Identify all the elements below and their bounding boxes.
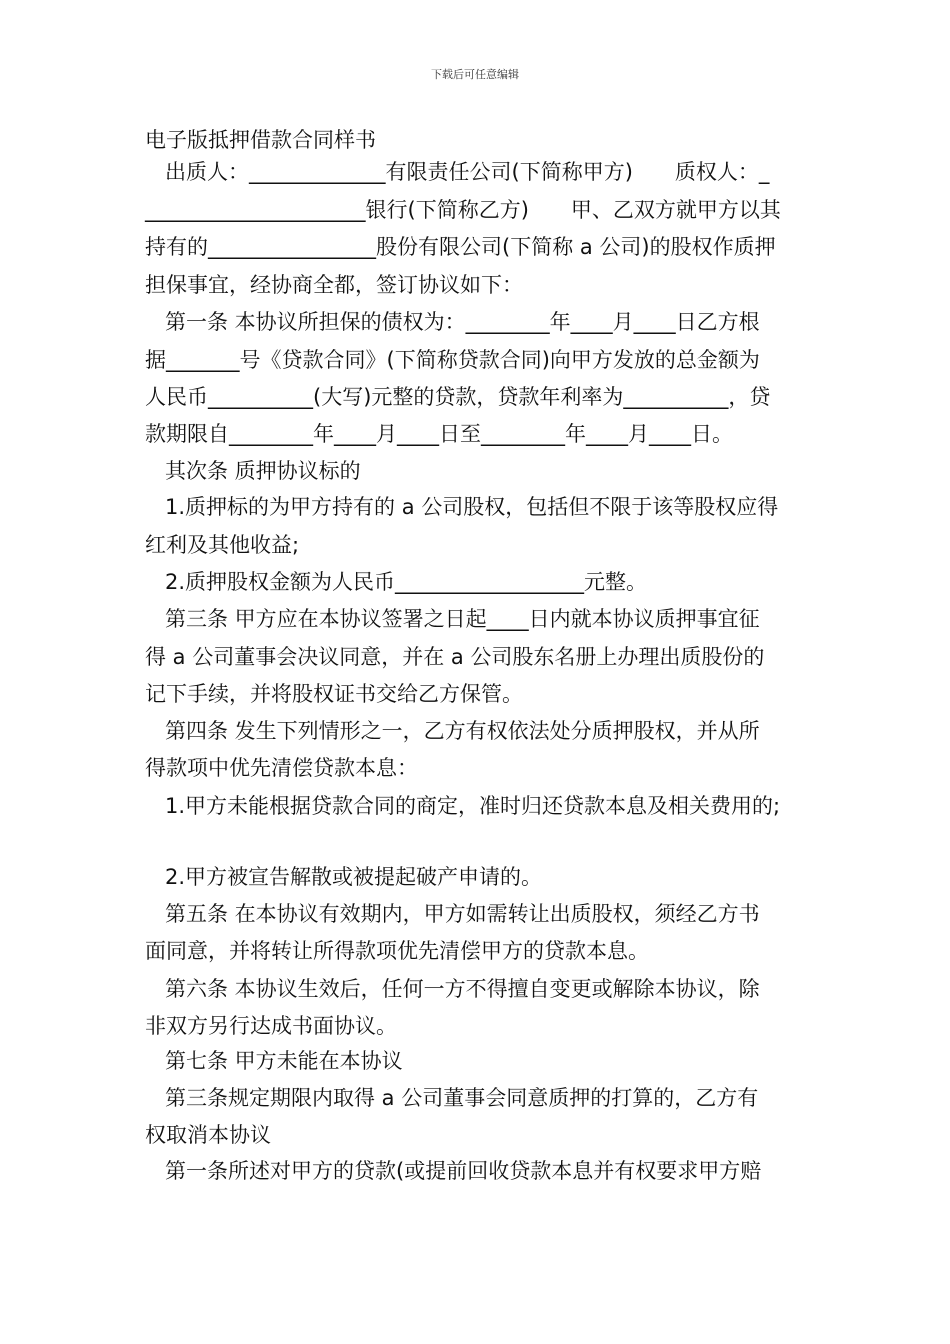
text-line: 第三条规定期限内取得 a 公司董事会同意质押的打算的，乙方有 bbox=[165, 1086, 759, 1110]
text-line: 出质人：_____________有限责任公司(下简称甲方) 质权人：_ bbox=[165, 160, 770, 184]
text-line: 2.质押股权金额为人民币__________________元整。 bbox=[165, 570, 648, 594]
text-line: 持有的________________股份有限公司(下简称 a 公司)的股权作质押 bbox=[145, 235, 776, 259]
text-line: 第四条 发生下列情形之一，乙方有权依法处分质押股权，并从所 bbox=[165, 719, 760, 743]
text-line: 第五条 在本协议有效期内，甲方如需转让出质股权，须经乙方书 bbox=[165, 902, 760, 926]
text-line: 面同意，并将转让所得款项优先清偿甲方的贷款本息。 bbox=[145, 939, 649, 963]
text-line: 红利及其他收益; bbox=[145, 533, 300, 557]
text-line: 第一条所述对甲方的贷款(或提前回收贷款本息并有权要求甲方赔 bbox=[165, 1159, 762, 1183]
text-line: 记下手续，并将股权证书交给乙方保管。 bbox=[145, 682, 523, 706]
text-line: 1.甲方未能根据贷款合同的商定，准时归还贷款本息及相关费用的; bbox=[165, 794, 781, 818]
text-line: 第七条 甲方未能在本协议 bbox=[165, 1049, 403, 1073]
text-line: 担保事宜，经协商全都，签订协议如下： bbox=[145, 273, 523, 297]
text-line: 非双方另行达成书面协议。 bbox=[145, 1014, 397, 1038]
text-line: 权取消本协议 bbox=[145, 1123, 271, 1147]
header-note: 下载后可任意编辑 bbox=[431, 68, 519, 81]
text-line: 其次条 质押协议标的 bbox=[165, 459, 361, 483]
text-line: 人民币__________(大写)元整的贷款，贷款年利率为__________，贷 bbox=[145, 385, 771, 409]
text-line: 款期限自________年____月____日至________年____月____日。 bbox=[145, 422, 733, 446]
document-title: 电子版抵押借款合同样书 bbox=[145, 128, 376, 152]
text-line: _____________________银行(下简称乙方) 甲、乙双方就甲方以其 bbox=[145, 198, 781, 222]
text-line: 得 a 公司董事会决议同意，并在 a 公司股东名册上办理出质股份的 bbox=[145, 645, 765, 669]
text-line: 2.甲方被宣告解散或被提起破产申请的。 bbox=[165, 865, 543, 889]
text-line: 据_______号《贷款合同》(下简称贷款合同)向甲方发放的总金额为 bbox=[145, 348, 760, 372]
text-line: 第六条 本协议生效后，任何一方不得擅自变更或解除本协议，除 bbox=[165, 977, 760, 1001]
text-line: 得款项中优先清偿贷款本息： bbox=[145, 756, 418, 780]
text-line: 第三条 甲方应在本协议签署之日起____日内就本协议质押事宜征 bbox=[165, 607, 760, 631]
text-line: 第一条 本协议所担保的债权为：________年____月____日乙方根 bbox=[165, 310, 760, 334]
text-line: 1.质押标的为甲方持有的 a 公司股权，包括但不限于该等股权应得 bbox=[165, 495, 779, 519]
